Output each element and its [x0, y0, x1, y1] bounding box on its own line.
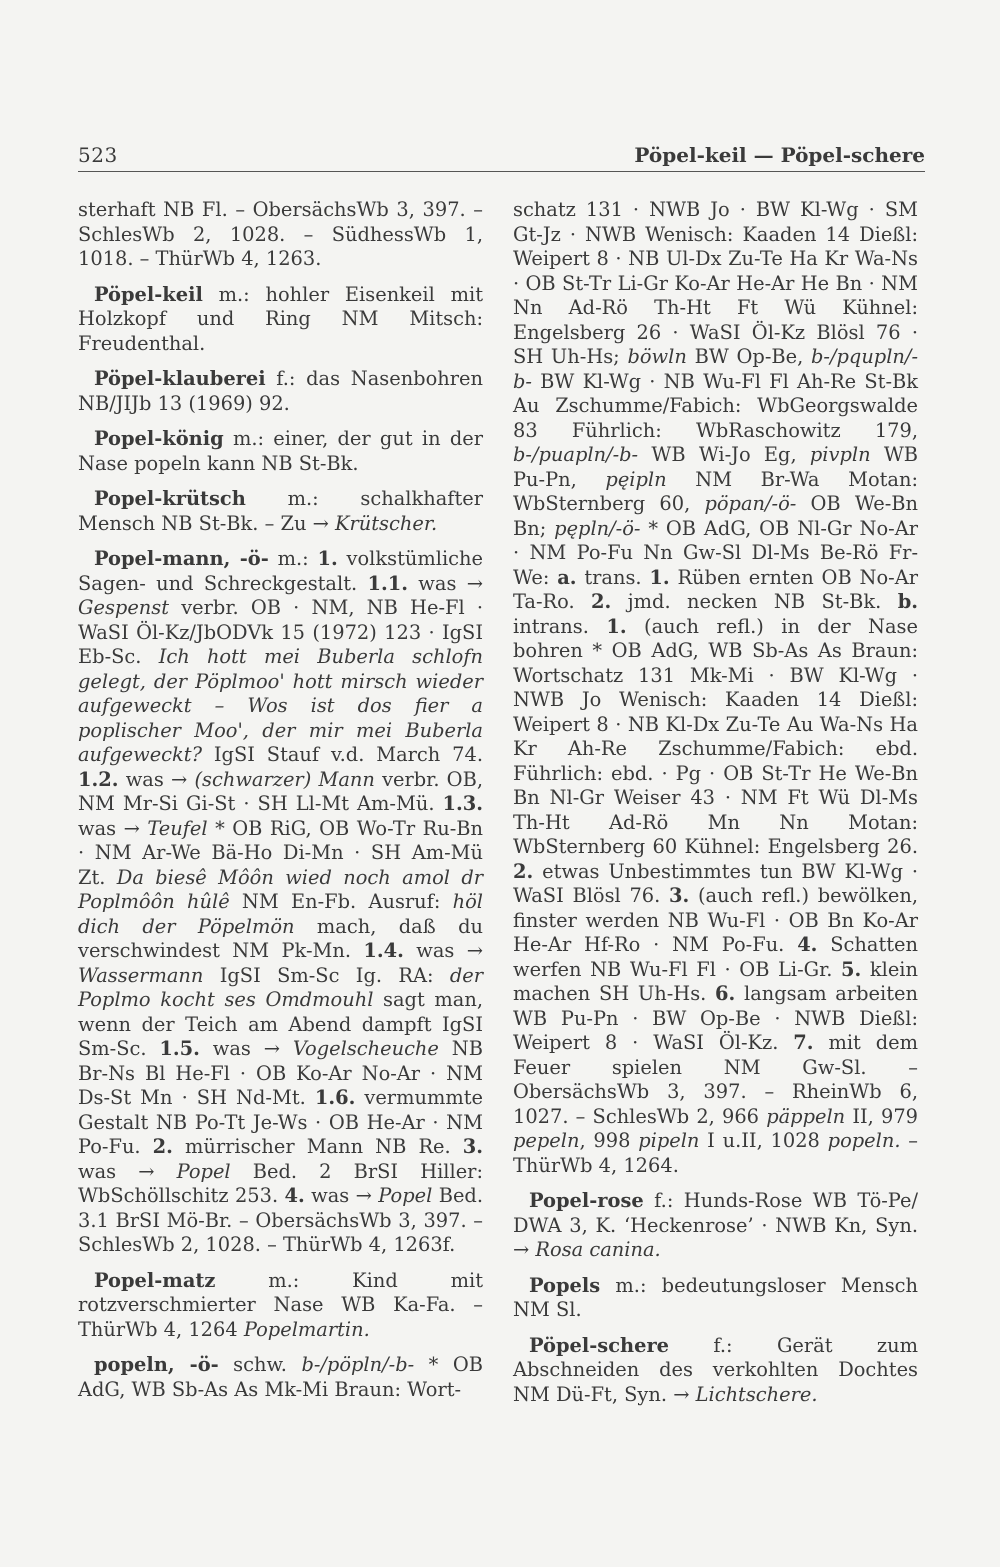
entry-poepel-keil [78, 283, 483, 357]
sense-number: 2. [152, 1135, 173, 1158]
headword: Popels [529, 1273, 601, 1297]
right-column [513, 198, 918, 1418]
italic-text: Teufel [147, 816, 208, 840]
entry-text: * OB AdG, OB Nl-Gr No-Ar · NM Po-Fu Nn Gw-Sl Dl-Ms Be-Rö Fr-We: [513, 516, 919, 589]
italic-text: höl dich der Pöpelmön [78, 890, 483, 938]
entry-popeln [78, 1353, 483, 1402]
entry-text: sterhaft NB Fl. – ObersächsWb 3, 397. – SchlesWb 2, 1028. – SüdhessWb 1, 1018. – ThürWb 4, 1263. [78, 198, 483, 270]
entry-text: schw. [218, 1353, 302, 1376]
page-number: 523 [78, 143, 118, 167]
entry-text: m.: einer, der gut in der Nase popeln kann NB St-Bk. [78, 427, 483, 475]
entry-text: mürrischer Mann NB Re. [172, 1135, 463, 1158]
entry-text: m.: hohler Eisenkeil mit Holzkopf und Ring NM Mitsch: Freudenthal. [78, 282, 483, 355]
entry-text: trans. [576, 565, 650, 589]
entry-text: was → [199, 1037, 293, 1060]
sense-number: 4. [797, 933, 818, 956]
sense-number: 3. [669, 884, 690, 907]
entry-text: m.: bedeutungsloser Mensch NM Sl. [513, 1273, 918, 1321]
italic-text: pöpan/-ö- [704, 492, 797, 515]
italic-text: der Poplmo kocht ses Omdmouhl [78, 963, 483, 1011]
entry-text: klein machen SH Uh-Hs. [513, 957, 919, 1005]
entry-text: m.: schalkhafter Mensch NB St-Bk. – Zu → [78, 487, 483, 535]
italic-text: Popel [378, 1184, 433, 1207]
italic-text: Gespenst [78, 596, 170, 619]
headword: Pöpel-klauberei [94, 367, 266, 390]
continued-entry [78, 198, 483, 272]
entry-text: BW Op-Be, [686, 345, 811, 368]
sense-number: 7. [793, 1031, 814, 1054]
italic-text: b-/pöpln/-b- [301, 1353, 415, 1376]
entry-poepel-schere [513, 1334, 918, 1408]
italic-text: pepeln [513, 1129, 580, 1152]
italic-text: Krütscher. [335, 511, 438, 535]
entry-popel-matz [78, 1269, 483, 1343]
italic-text: pępln/-ö- [554, 516, 641, 540]
entry-text: OB We-Bn Bn; [513, 492, 918, 540]
italic-text: Popelmartin. [243, 1317, 370, 1341]
entry-popeln-continued [513, 198, 918, 1178]
italic-text: Vogelscheuche [292, 1037, 439, 1060]
italic-text: pipeln [638, 1129, 700, 1152]
entry-text: m.: [268, 547, 318, 570]
entry-text: NM Br-Wa Motan: WbSternberg 60, [513, 467, 918, 515]
headword: popeln, -ö- [94, 1353, 219, 1376]
headword: Popel-mann, -ö- [94, 547, 269, 570]
entry-text: was → [403, 939, 483, 962]
sense-number: 1. [317, 547, 338, 570]
page-header [78, 143, 925, 172]
entry-text: , 998 [579, 1129, 639, 1152]
italic-text: Popel [176, 1159, 231, 1183]
headword: Popel-matz [94, 1268, 216, 1292]
entry-text: (auch refl.) in der Nase bohren * OB AdG, WB Sb-As As Braun: Wortschatz 131 Mk-Mi · BW Kl-Wg · NWB Jo Wenisch: Kaaden 14 Dießl: Weipert 8 · NB Kl-Dx Zu-Te Au Wa-Ns Ha Kr Ah-Re Zschumme/Fabich: ebd. Führlich: ebd. · Pg · OB St-Tr He We-Bn Bn Nl-Gr Weiser 43 · NM Ft Wü Dl-Ms Th-Ht Ad-Rö Mn Nn Motan: WbSternberg 60 Kühnel: Engelsberg 26. [513, 614, 918, 858]
entry-text: IgSI Sm-Sc Ig. RA: [203, 963, 450, 987]
sense-number: 1.3. [442, 792, 483, 815]
italic-text: popeln. [827, 1129, 901, 1152]
entry-popel-koenig [78, 427, 483, 476]
sense-number: 1. [649, 565, 670, 589]
entry-text: was → [78, 816, 148, 840]
sense-number: 6. [715, 982, 736, 1005]
sense-number: 2. [513, 859, 534, 883]
entry-text: was → [407, 571, 483, 595]
italic-text: pęipln [605, 467, 667, 491]
entry-text: BW Kl-Wg · NB Wu-Fl Fl Ah-Re St-Bk Au Zschumme/Fabich: WbGeorgswalde 83 Führlich: WbRaschowitz 179, [513, 369, 918, 442]
sense-number: a. [557, 565, 577, 589]
entry-text: was → [304, 1184, 379, 1207]
entry-text: NB Br-Ns Bl He-Fl · OB Ko-Ar No-Ar · NM Ds-St Mn · SH Nd-Mt. [78, 1037, 483, 1109]
entry-text: vermummte Gestalt NB Po-Tt Je-Ws · OB He-Ar · NM Po-Fu. [78, 1086, 483, 1158]
entry-text: verbr. OB · NM, NB He-Fl · WaSI Öl-Kz/JbODVk 15 (1972) 123 · IgSI Eb-Sc. [78, 596, 483, 668]
entry-text: (auch refl.) bewölken, finster werden NB Wu-Fl · OB Bn Ko-Ar He-Ar Hf-Ro · NM Po-Fu. [513, 884, 918, 956]
italic-text: b-/puapln/-b- [513, 443, 639, 466]
entry-text: m.: Kind mit rotzverschmierter Nase WB Ka-Fa. – ThürWb 4, 1264 [78, 1268, 483, 1341]
entry-text: was → [78, 1159, 177, 1183]
headword: Popel-rose [529, 1189, 644, 1212]
entry-text: volkstümliche Sagen- und Schreckgestalt. [78, 547, 483, 595]
entry-text: f.: Hunds-Rose WB Tö-Pe/ DWA 3, K. ‘Heckenrose’ · NWB Kn, Syn. → [513, 1189, 918, 1261]
entry-text: jmd. necken NB St-Bk. [611, 590, 898, 613]
entry-text: Schatten werfen NB Wu-Fl Fl · OB Li-Gr. [513, 933, 919, 981]
sense-number: 4. [284, 1184, 305, 1207]
entry-popel-mann [78, 547, 483, 1258]
sense-number: b. [897, 590, 918, 613]
entry-poepel-klauberei [78, 367, 483, 416]
sense-number: 1.5. [159, 1037, 200, 1060]
italic-text: Rosa canina. [535, 1238, 661, 1261]
headword: Popel-könig [94, 427, 224, 450]
entry-text: Bed. 2 BrSI Hiller: WbSchöllschitz 253. [78, 1159, 483, 1207]
italic-text: (schwarzer) Mann [194, 767, 375, 791]
sense-number: 5. [841, 957, 862, 981]
italic-text: b-/pqupln/-b- [513, 345, 918, 393]
italic-text: pivpln [809, 443, 871, 466]
italic-text: Wassermann [78, 963, 204, 987]
italic-text: Ich hott mei Buberla schlofn gelegt, der Pöplmoo' hott mirsch wieder aufgeweckt – Wos ist dos fier a poplischer Moo', der mir mei Buberla aufgeweckt? [78, 645, 483, 766]
entry-text: was → [118, 767, 195, 791]
entry-text: * OB AdG, WB Sb-As As Mk-Mi Braun: Wort- [78, 1353, 483, 1401]
sense-number: 2. [591, 590, 612, 613]
headword: Pöpel-schere [529, 1333, 670, 1357]
sense-number: 1.4. [363, 939, 404, 962]
entry-text: schatz 131 · NWB Jo · BW Kl-Wg · SM Gt-Jz · NWB Wenisch: Kaaden 14 Dießl: Weipert 8 · NB Ul-Dx Zu-Te Ha Kr Wa-Ns · OB St-Tr Li-Gr Ko-Ar He-Ar He Bn · NM Nn Ad-Rö Th-Ht Ft Wü Kühnel: Engelsberg 26 · WaSI Öl-Kz Blösl 76 · SH Uh-Hs; [513, 198, 918, 368]
entry-popel-rose [513, 1189, 918, 1263]
entry-popels [513, 1274, 918, 1323]
entry-text: Bed. 3.1 BrSI Mö-Br. – ObersächsWb 3, 397. – SchlesWb 2, 1028. – ThürWb 4, 1263f. [78, 1184, 483, 1256]
sense-number: 1. [606, 614, 627, 638]
entry-text: * OB RiG, OB Wo-Tr Ru-Bn · NM Ar-We Bä-Ho Di-Mn · SH Am-Mü Zt. [78, 816, 484, 889]
sense-number: 1.6. [314, 1086, 356, 1109]
entry-text: intrans. [513, 614, 607, 638]
left-column [78, 198, 483, 1413]
sense-number: 1.2. [78, 767, 119, 791]
sense-number: 1.1. [367, 571, 408, 595]
sense-number: 3. [462, 1135, 484, 1158]
entry-text: – ThürWb 4, 1264. [513, 1129, 918, 1177]
entry-text: mach, daß du verschwindest NM Pk-Mn. [78, 914, 483, 962]
running-head: Pöpel-keil — Pöpel-schere [634, 143, 925, 167]
entry-text: II, 979 [845, 1104, 918, 1128]
italic-text: Da biesê Môôn wied noch amol dr Poplmôôn hûlê [78, 865, 484, 913]
italic-text: päppeln [766, 1104, 846, 1128]
entry-text: sagt man, wenn der Teich am Abend dampft IgSI Sm-Sc. [78, 988, 483, 1060]
headword: Pöpel-keil [94, 282, 203, 306]
entry-text: f.: das Nasenbohren NB/JIJb 13 (1969) 92. [78, 367, 483, 415]
entry-text: WB Wi-Jo Eg, [638, 443, 810, 466]
italic-text: böwln [627, 345, 687, 368]
entry-text: WB Pu-Pn, [513, 443, 919, 491]
entry-text: langsam arbeiten WB Pu-Pn · BW Op-Be · NWB Dießl: Weipert 8 · WaSI Öl-Kz. [513, 982, 918, 1054]
entry-text: etwas Unbestimmtes tun BW Kl-Wg · WaSI Blösl 76. [513, 859, 918, 907]
entry-text: I u.II, 1028 [699, 1129, 828, 1152]
italic-text: Lichtschere. [695, 1382, 818, 1406]
entry-text: NM En-Fb. Ausruf: [229, 890, 453, 913]
entry-text: verbr. OB, NM Mr-Si Gi-St · SH Ll-Mt Am-Mü. [78, 767, 483, 815]
entry-text: f.: Gerät zum Abschneiden des verkohlten Dochtes NM Dü-Ft, Syn. → [513, 1333, 918, 1406]
entry-popel-kruetsch [78, 487, 483, 536]
headword: Popel-krütsch [94, 487, 246, 510]
entry-text: IgSI Stauf v.d. March 74. [202, 743, 483, 766]
entry-text: mit dem Feuer spielen NM Gw-Sl. – ObersächsWb 3, 397. – RheinWb 6, 1027. – SchlesWb 2, 966 [513, 1031, 919, 1128]
entry-text: Rüben ernten OB No-Ar Ta-Ro. [513, 565, 918, 613]
